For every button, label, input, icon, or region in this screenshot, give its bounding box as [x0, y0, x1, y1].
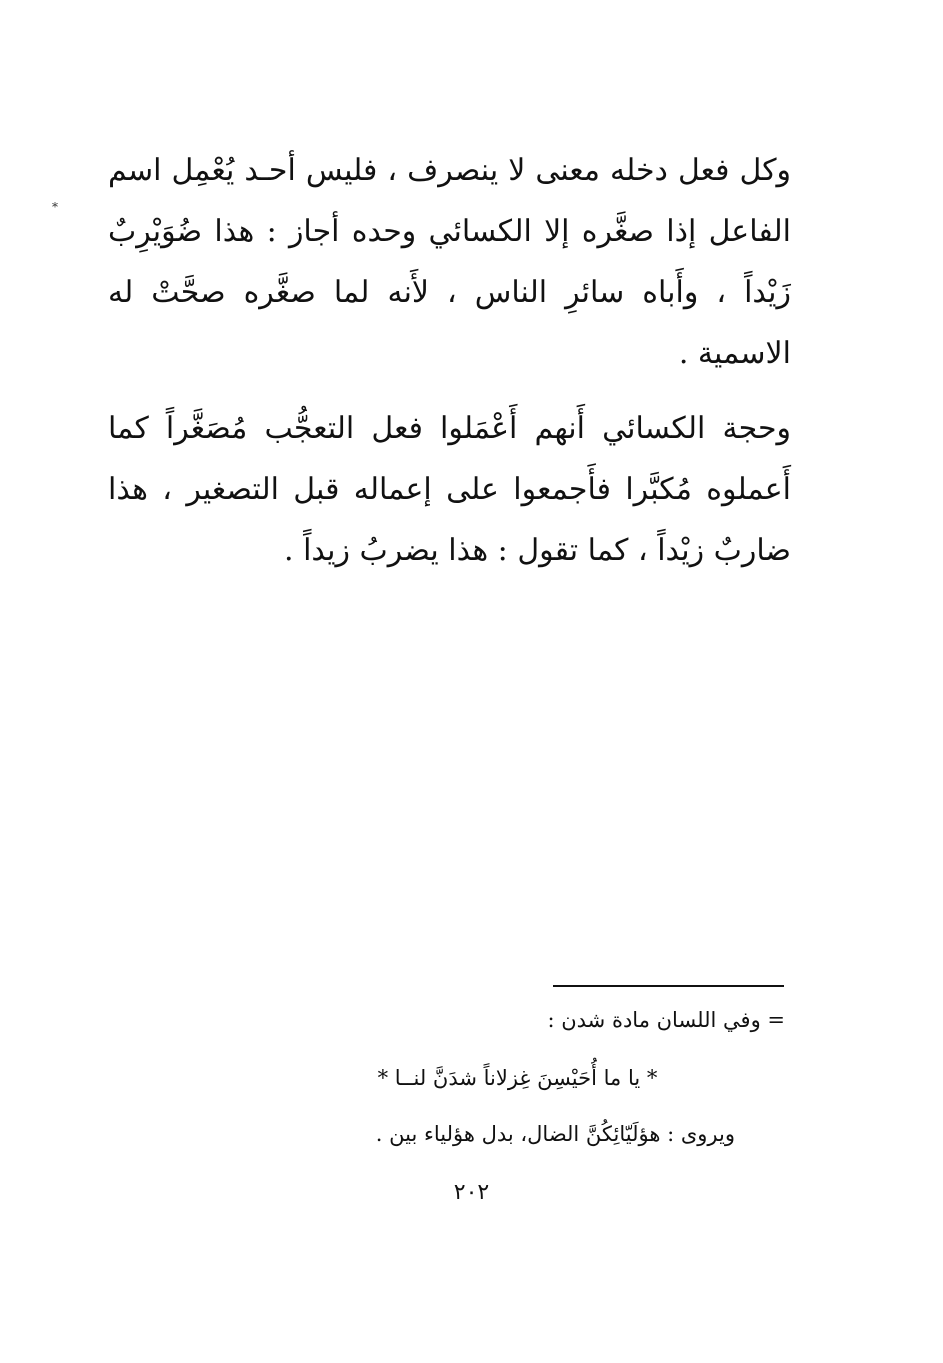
page-number: ٢٠٢: [453, 1180, 490, 1205]
footnote-divider: [553, 985, 784, 987]
main-text-block: [108, 140, 791, 581]
paragraph-2: وحجة الكسائي أَنهم أَعْمَلوا فعل التعجُّب مُصَغَّراً كما أَعملوه مُكبَّرا فأَجمعوا على إعماله قبل التصغير ، هذا ضاربٌ زيْداً ، كما تقول : هذا يضربُ زيداً .: [108, 411, 791, 568]
paragraph-1: وكل فعل دخله معنى لا ينصرف ، فليس أحـد يُعْمِل اسم الفاعل إذا صغَّره إلا الكسائي وحده أجاز : هذا ضُوَيْرِبٌ زَيْداً ، وأَباه سائرِ الناس ، لأَنه لما صغَّره صحَّتْ له الاسمية .: [108, 153, 792, 371]
footnote-line-3: ويروى : هؤلَيّائِكُنَّ الضال، بدل هؤلياء بين .: [375, 1122, 735, 1146]
footnote-line-1: = وفي اللسان مادة شدن :: [547, 1008, 785, 1032]
footnote-verse: * يا ما أُحَيْسِنَ غِزلاناً شدَنَّ لنــا *: [377, 1066, 658, 1090]
margin-mark: *: [52, 200, 58, 214]
